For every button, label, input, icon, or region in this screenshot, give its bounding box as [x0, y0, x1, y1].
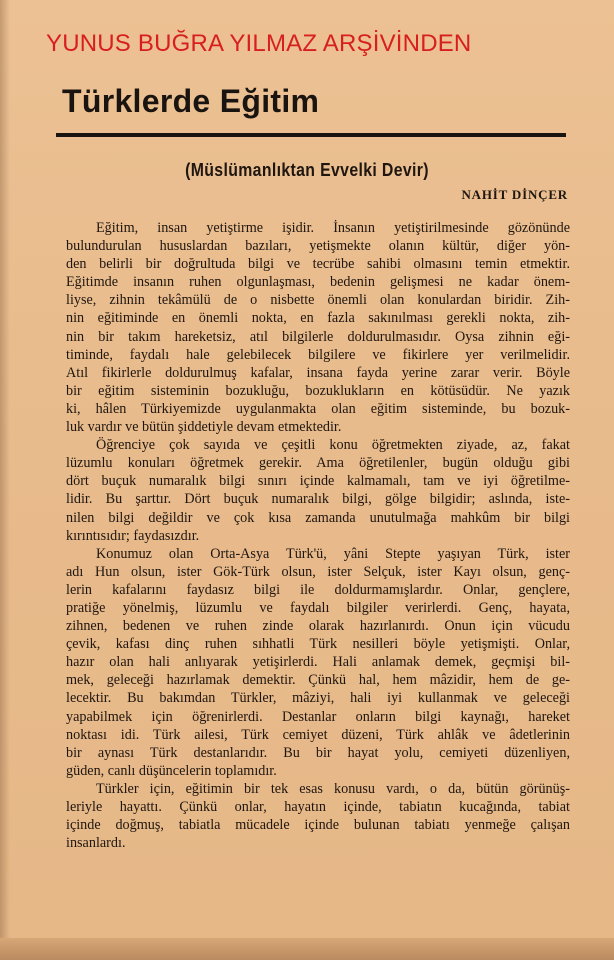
- text-line: lüzumlu konuları öğretmek gerekir. Ama öğretilenler, bugün olduğu gibi: [66, 455, 570, 472]
- text-line: pratiğe yönelmiş, lüzumlu ve faydalı bilgiler verirlerdi. Genç, hayata,: [66, 599, 570, 616]
- text-line: ki, hâlen Türkiyemizde uygulanmakta olan eğitim sisteminde, bu bozuk-: [66, 400, 570, 417]
- text-line: nin bir takım hareketsiz, atıl bilgilerle doldurulmasıdır. Oysa zihnin eği-: [66, 328, 570, 345]
- article-title: Türklerde Eğitim: [62, 83, 320, 119]
- text-line: liyse, zihnin tekâmülü de o nisbette önemli olan konulardan biridir. Zih-: [66, 292, 570, 309]
- text-line: kırıntısıdır; faydasızdır.: [66, 527, 200, 544]
- text-line: dört buçuk numaralık bilgi sınırı içinde kalmamalı, tam ve iyi öğretilme-: [66, 473, 570, 490]
- article-author: NAHİT DİNÇER: [461, 187, 568, 202]
- page-bottom-edge: [0, 938, 614, 960]
- text-line: leriyle hayattı. Çünkü onlar, hayatın içinde, tabiatın kucağında, tabiat: [66, 799, 570, 815]
- text-line: güden, canlı düşüncelerin toplamıdır.: [66, 762, 277, 779]
- text-line: bir aynası Türk destanlarıdır. Bu bir hayat yolu, cemiyeti düzenliyen,: [66, 744, 570, 761]
- text-line: Türkler için, eğitimin bir tek esas konusu vardı, o da, bütün görünüş-: [96, 780, 570, 797]
- text-line: noktası idi. Türk ailesi, Türk cemiyet düzeni, Türk ahlâk ve âdetlerinin: [66, 726, 570, 743]
- text-line: lerin kafalarını faydasız bilgi ile doldurmamışlardır. Onlar, gençlere,: [66, 581, 570, 598]
- binding-shadow: [0, 0, 10, 960]
- text-line: içinde doğmuş, tabiatla mücadele içinde bulunan tabiatı yenmeğe çalışan: [66, 817, 570, 834]
- text-line: luk vardır ve bütün şiddetiyle devam etmektedir.: [66, 419, 342, 436]
- text-line: Atıl fikirlerle doldurulmuş kafalar, insana fayda yerine zarar verir. Böyle: [66, 364, 570, 381]
- article-subtitle: (Müslümanlıktan Evvelki Devir): [185, 160, 429, 180]
- text-line: timinde, faydalı hale gelebilecek bilgilere ve fikirlere yer verilmelidir.: [66, 346, 570, 363]
- text-line: Öğrenciye çok sayıda ve çeşitli konu öğretmekten ziyade, az, fakat: [96, 437, 570, 454]
- text-line: Eğitim, insan yetiştirme işidir. İnsanın yetiştirilmesinde gözönünde: [96, 220, 570, 236]
- text-line: Eğitimde insanın ruhen olgunlaşması, bedenin gelişmesi ne kadar önem-: [66, 274, 570, 291]
- text-line: mek, geleceği hazırlamak demektir. Çünkü hal, hem mâzidir, hem de ge-: [66, 672, 570, 689]
- text-line: bulundurulan hususlardan bazıları, yetişmekte olanın kültür, diğer yön-: [66, 238, 570, 255]
- text-line: lecektir. Bu bakımdan Türkler, mâziyi, hali iyi kullanmak ve geleceği: [66, 690, 570, 707]
- article-body: [66, 219, 570, 852]
- title-rule: [56, 133, 566, 137]
- text-line: lidir. Bu şarttır. Dört buçuk numaralık bilgi, gölge bilgidir; aslında, iste-: [66, 491, 570, 508]
- text-line: den belirli bir doğrultuda bilgi ve tecrübe sahibi olmasını temin etmektir.: [66, 256, 570, 273]
- text-line: zihnen, bedenen ve ruhen zinde olarak hazırlanırdı. Onun için vücudu: [66, 618, 570, 635]
- text-line: çevik, kafası dinç ruhen sıhhatli Türk nesilleri böyle yetişmişti. Onlar,: [66, 636, 570, 653]
- text-line: hazır olan hali anlıyarak yetişirlerdi. Hali anlamak demek, geçmişi bil-: [66, 654, 570, 671]
- text-line: Konumuz olan Orta-Asya Türk'ü, yâni Stepte yaşıyan Türk, ister: [96, 545, 570, 562]
- text-line: bir eğitim sisteminin bozukluğu, bozuklukların en kötüsüdür. Ne yazık: [66, 382, 570, 399]
- text-line: nin eğitiminde en önemli nokta, en fazla sakınılması gerekli nokta, zih-: [66, 310, 570, 327]
- text-line: yapabilmek için öğrenirlerdi. Destanlar onların bilgi kaynağı, hareket: [66, 708, 570, 725]
- text-line: nilen bilgi değildir ve çok kısa zamanda unutulmağa mahkûm bir bilgi: [66, 509, 570, 526]
- text-line: adı Hun olsun, ister Gök-Türk olsun, ister Selçuk, ister Kayı olsun, genç-: [66, 563, 570, 580]
- archive-watermark: YUNUS BUĞRA YILMAZ ARŞİVİNDEN: [46, 30, 472, 57]
- text-line: insanlardı.: [66, 835, 126, 852]
